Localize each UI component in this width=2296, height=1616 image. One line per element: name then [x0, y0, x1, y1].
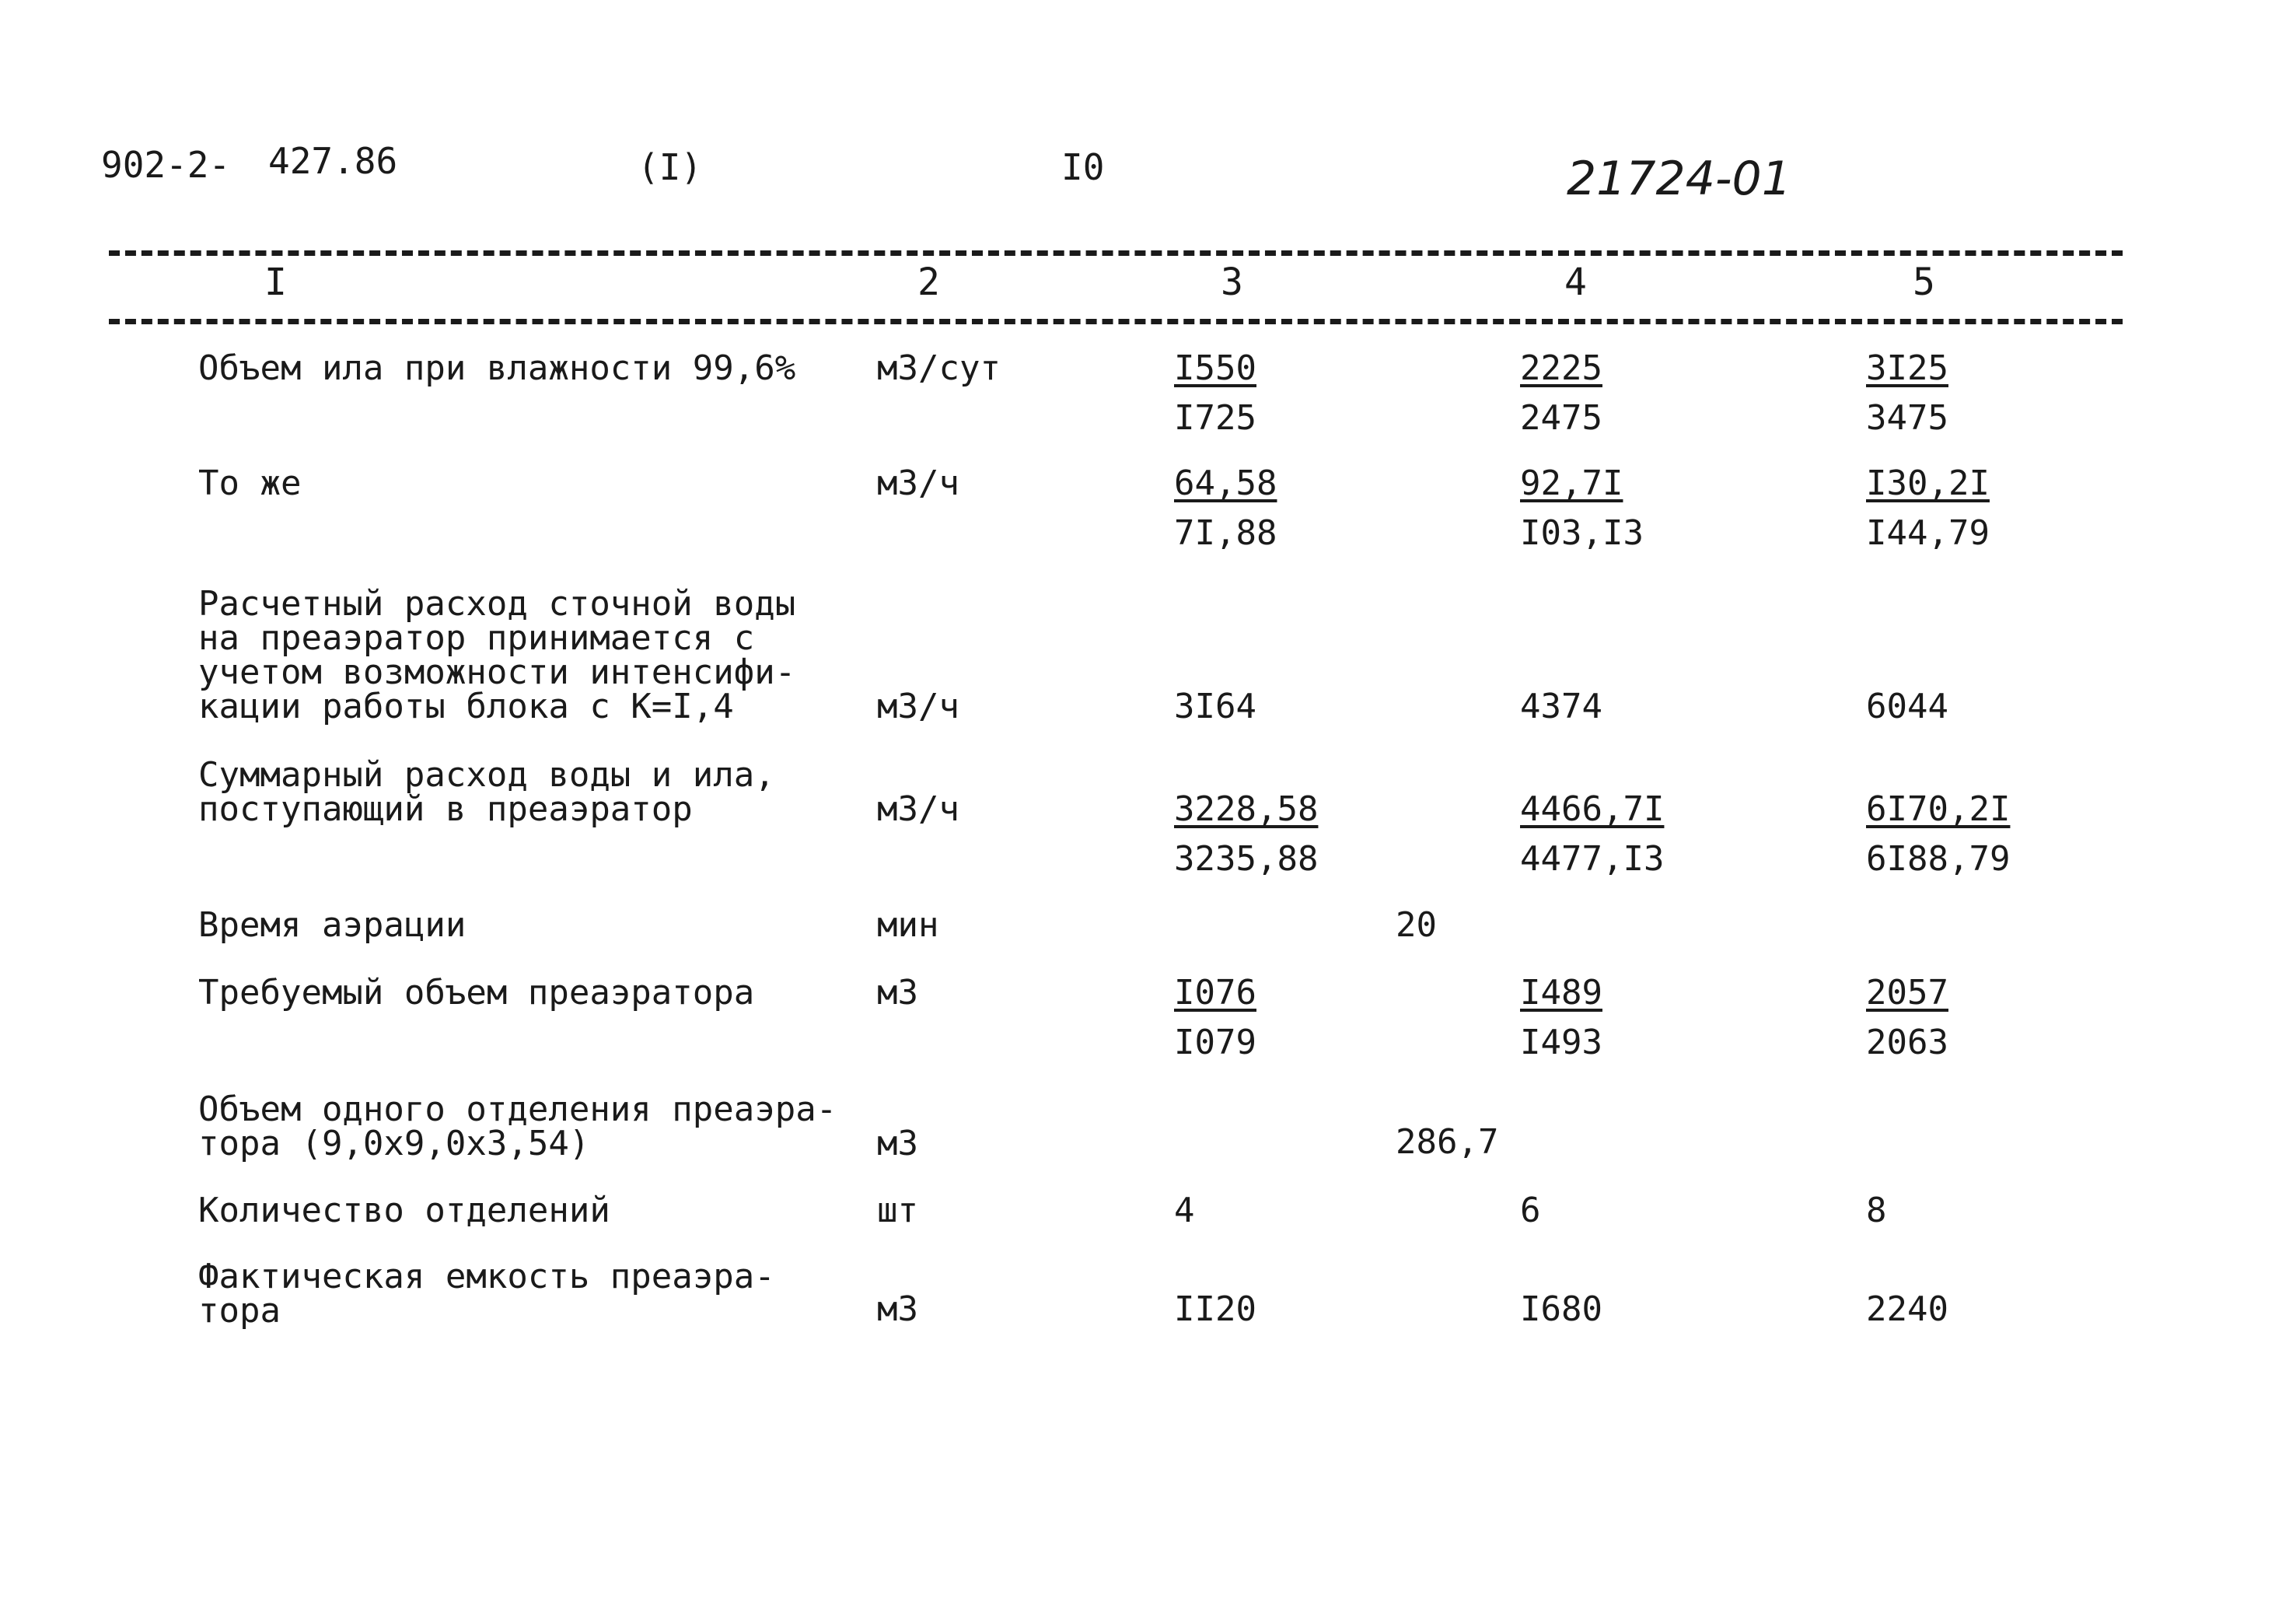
row-unit: мин [877, 905, 939, 945]
row-unit: м3/сут [877, 348, 1001, 388]
row-label: Требуемый объем преаэратора [198, 973, 755, 1013]
value-col3: 3I64 [1174, 687, 1256, 726]
row-unit: м3 [877, 1289, 918, 1329]
column-number-3: 3 [1221, 261, 1243, 304]
row-label: Время аэрации [198, 905, 467, 945]
column-number-4: 4 [1564, 261, 1587, 304]
row-label: Объем ила при влажности 99,6% [198, 348, 796, 388]
value-col4: I680 [1520, 1289, 1602, 1329]
value-col3: $\frac{I076}{I079}$ [1174, 973, 1256, 1062]
row-label: Объем одного отделения преаэра- тора (9,0х9,0х3,54) [198, 1090, 837, 1163]
value-col4: 4374 [1520, 687, 1602, 726]
header-top-rule [109, 250, 2123, 256]
value-common: 20 [1396, 905, 1437, 945]
header-bottom-rule [109, 319, 2123, 324]
row-unit: м3 [877, 1124, 918, 1163]
value-col4: $\frac{92,7I}{I03,I3}$ [1520, 463, 1644, 553]
value-col5: $\frac{2057}{2063}$ [1866, 973, 1948, 1062]
column-number-2: 2 [917, 261, 940, 304]
row-label: Фактическая емкость преаэра- тора [198, 1257, 775, 1331]
row-unit: шт [877, 1191, 918, 1230]
column-number-1: I [264, 261, 287, 304]
column-number-5: 5 [1913, 261, 1935, 304]
value-col3: II20 [1174, 1289, 1256, 1329]
row-label: Количество отделений [198, 1191, 610, 1230]
value-col3: $\frac{I550}{I725}$ [1174, 348, 1256, 438]
row-unit: м3 [877, 973, 918, 1013]
value-col5: $\frac{I30,2I}{I44,79}$ [1866, 463, 1990, 553]
page-number: I0 [1061, 146, 1105, 188]
row-label: Суммарный расход воды и ила, поступающий в преаэратор [198, 755, 775, 829]
value-col3: $\frac{64,58}{7I,88}$ [1174, 463, 1277, 553]
value-col5: 6044 [1866, 687, 1948, 726]
row-unit: м3/ч [877, 687, 959, 726]
value-col4: $\frac{4466,7I}{4477,I3}$ [1520, 789, 1665, 879]
value-col3: $\frac{3228,58}{3235,88}$ [1174, 789, 1319, 879]
value-col4: 6 [1520, 1191, 1541, 1230]
part-number: (I) [638, 146, 703, 188]
row-unit: м3/ч [877, 789, 959, 829]
value-col5: $\frac{6I70,2I}{6I88,79}$ [1866, 789, 2011, 879]
value-col4: $\frac{2225}{2475}$ [1520, 348, 1602, 438]
value-col5: 2240 [1866, 1289, 1948, 1329]
document-number: 21724-01 [1567, 152, 1791, 206]
value-common: 286,7 [1396, 1122, 1499, 1162]
value-col4: $\frac{I489}{I493}$ [1520, 973, 1602, 1062]
row-label: Расчетный расход сточной воды на преаэратор принимается с учетом возможности интенсифи- кации работы блока с К=I,4 [198, 584, 796, 726]
series-code: 902-2- [101, 144, 231, 186]
row-unit: м3/ч [877, 463, 959, 503]
value-col5: 8 [1866, 1191, 1887, 1230]
row-label: То же [198, 463, 302, 503]
value-col5: $\frac{3I25}{3475}$ [1866, 348, 1948, 438]
value-col3: 4 [1174, 1191, 1195, 1230]
project-number: 427.86 [268, 140, 398, 182]
